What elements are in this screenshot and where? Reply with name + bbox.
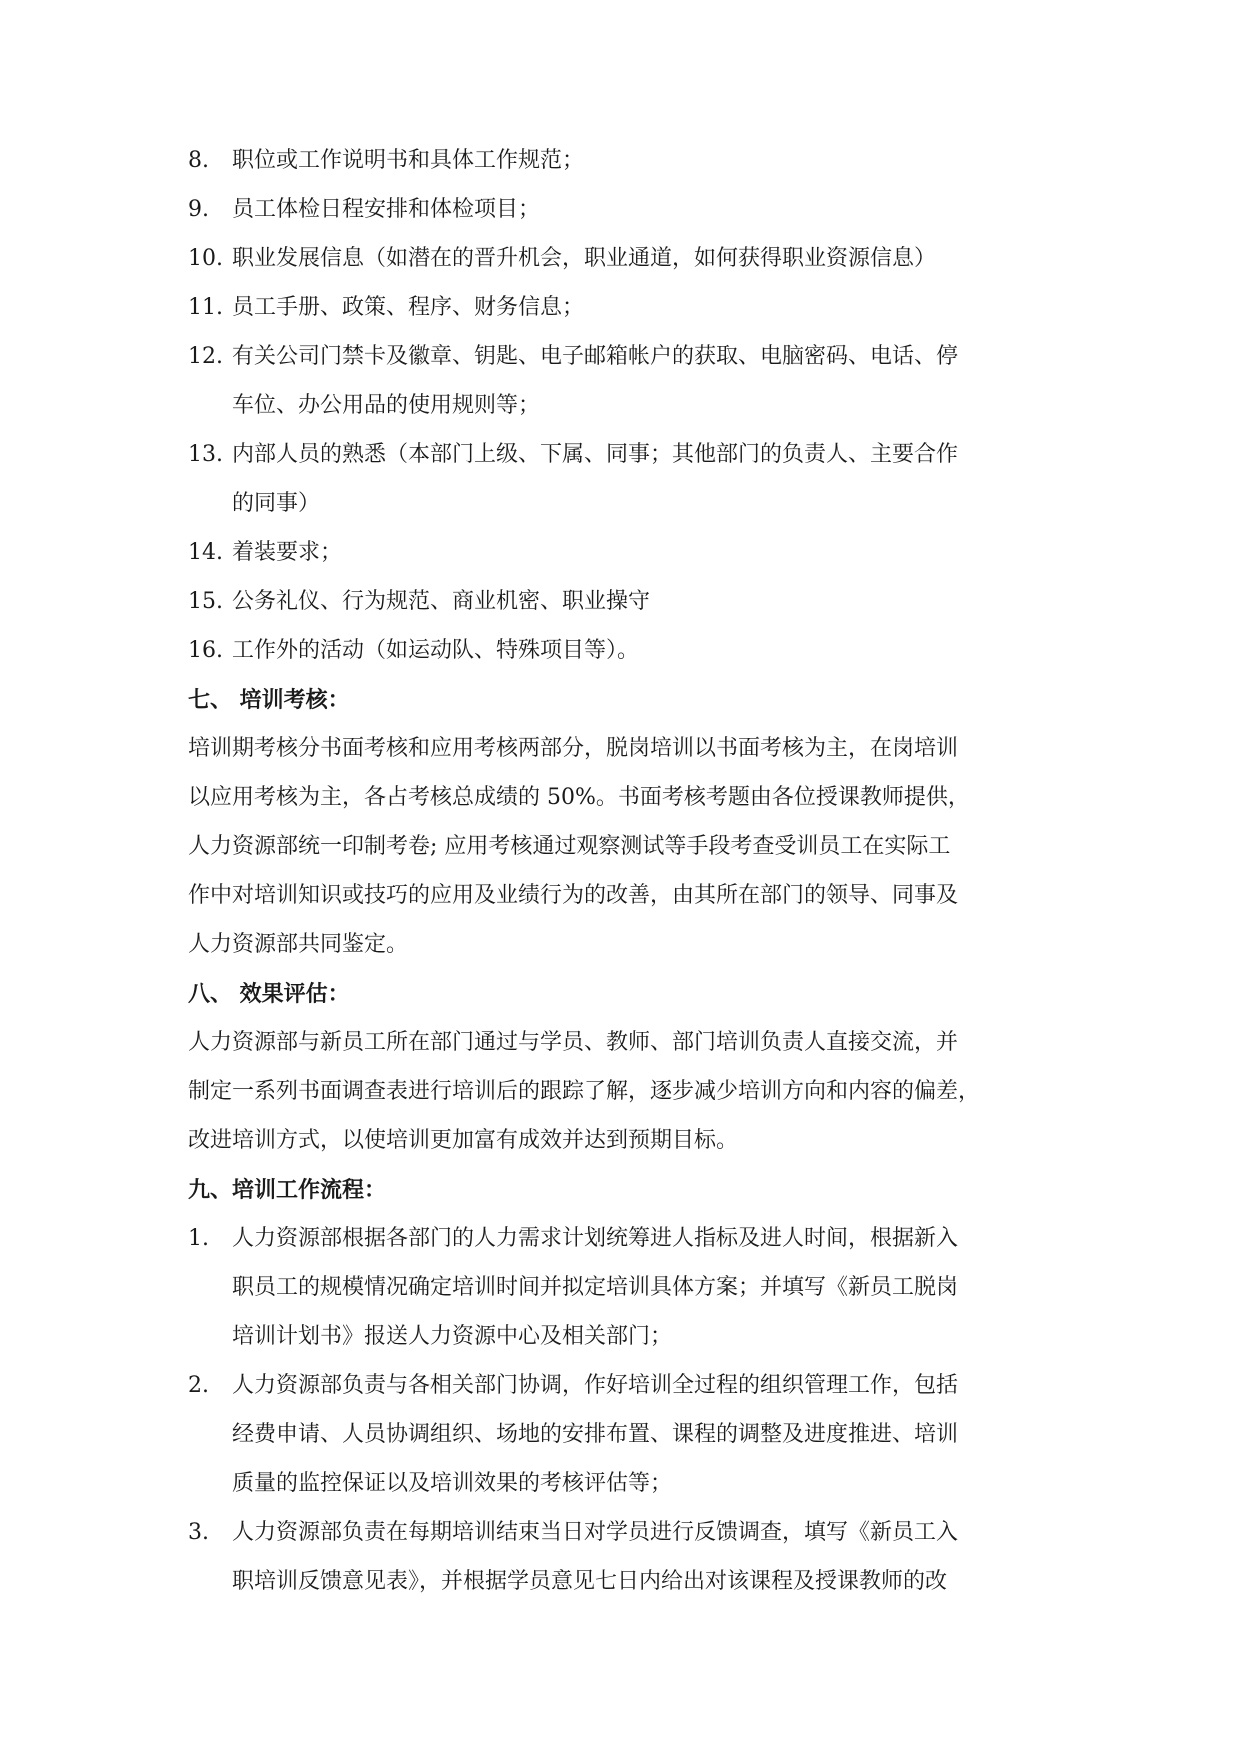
list-item-text: 人力资源部负责与各相关部门协调，作好培训全过程的组织管理工作，包括 <box>232 1373 959 1398</box>
section-9-heading: 九、培训工作流程： <box>188 1177 387 1203</box>
list-item-text: 职位或工作说明书和具体工作规范； <box>232 148 585 173</box>
section-7-heading: 七、 培训考核： <box>188 687 350 713</box>
paragraph-text: 人力资源部与新员工所在部门通过与学员、教师、部门培训负责人直接交流，并 <box>188 1030 959 1055</box>
list-item-number: 11. <box>188 295 223 320</box>
paragraph-text: 培训期考核分书面考核和应用考核两部分，脱岗培训以书面考核为主，在岗培训 <box>188 736 959 761</box>
list-item-text: 培训计划书》报送人力资源中心及相关部门； <box>232 1324 673 1349</box>
list-item-number: 14. <box>188 540 223 565</box>
list-item-text: 员工手册、政策、程序、财务信息； <box>232 295 585 320</box>
list-item-text: 内部人员的熟悉（本部门上级、下属、同事；其他部门的负责人、主要合作 <box>232 442 959 467</box>
paragraph-text: 以应用考核为主，各占考核总成绩的 50%。书面考核考题由各位授课教师提供， <box>188 785 970 810</box>
list-item-text: 经费申请、人员协调组织、场地的安排布置、课程的调整及进度推进、培训 <box>232 1422 959 1447</box>
paragraph-text: 人力资源部统一印制考卷; 应用考核通过观察测试等手段考查受训员工在实际工 <box>188 834 951 859</box>
section-8-heading: 八、 效果评估： <box>188 981 350 1007</box>
list-item-number: 3. <box>188 1520 209 1545</box>
list-item-text: 职培训反馈意见表》，并根据学员意见七日内给出对该课程及授课教师的改 <box>232 1569 948 1594</box>
list-item-number: 8. <box>188 148 209 173</box>
paragraph-text: 制定一系列书面调查表进行培训后的跟踪了解，逐步减少培训方向和内容的偏差， <box>188 1079 981 1104</box>
list-item-number: 12. <box>188 344 223 369</box>
paragraph-text: 改进培训方式，以使培训更加富有成效并达到预期目标。 <box>188 1128 739 1153</box>
list-item-text: 有关公司门禁卡及徽章、钥匙、电子邮箱帐户的获取、电脑密码、电话、停 <box>232 344 959 369</box>
list-item-number: 2. <box>188 1373 209 1398</box>
list-item-number: 13. <box>188 442 223 467</box>
list-item-text: 工作外的活动（如运动队、特殊项目等）。 <box>232 638 640 663</box>
list-item-number: 1. <box>188 1226 209 1251</box>
list-item-text: 人力资源部负责在每期培训结束当日对学员进行反馈调查，填写《新员工入 <box>232 1520 959 1545</box>
list-item-text: 公务礼仪、行为规范、商业机密、职业操守 <box>232 589 651 614</box>
list-item-text: 职员工的规模情况确定培训时间并拟定培训具体方案；并填写《新员工脱岗 <box>232 1275 959 1300</box>
list-item-text: 职业发展信息（如潜在的晋升机会，职业通道，如何获得职业资源信息） <box>232 246 937 271</box>
paragraph-text: 人力资源部共同鉴定。 <box>188 932 409 957</box>
list-item-number: 10. <box>188 246 223 271</box>
list-item-text: 车位、办公用品的使用规则等； <box>232 393 541 418</box>
list-item-number: 9. <box>188 197 209 222</box>
list-item-text: 着装要求； <box>232 540 343 565</box>
list-item-number: 15. <box>188 589 223 614</box>
list-item-text: 员工体检日程安排和体检项目； <box>232 197 541 222</box>
list-item-number: 16. <box>188 638 223 663</box>
list-item-text: 人力资源部根据各部门的人力需求计划统筹进人指标及进人时间，根据新入 <box>232 1226 959 1251</box>
list-item-text: 质量的监控保证以及培训效果的考核评估等； <box>232 1471 673 1496</box>
list-item-text: 的同事） <box>232 491 321 516</box>
paragraph-text: 作中对培训知识或技巧的应用及业绩行为的改善，由其所在部门的领导、同事及 <box>188 883 959 908</box>
